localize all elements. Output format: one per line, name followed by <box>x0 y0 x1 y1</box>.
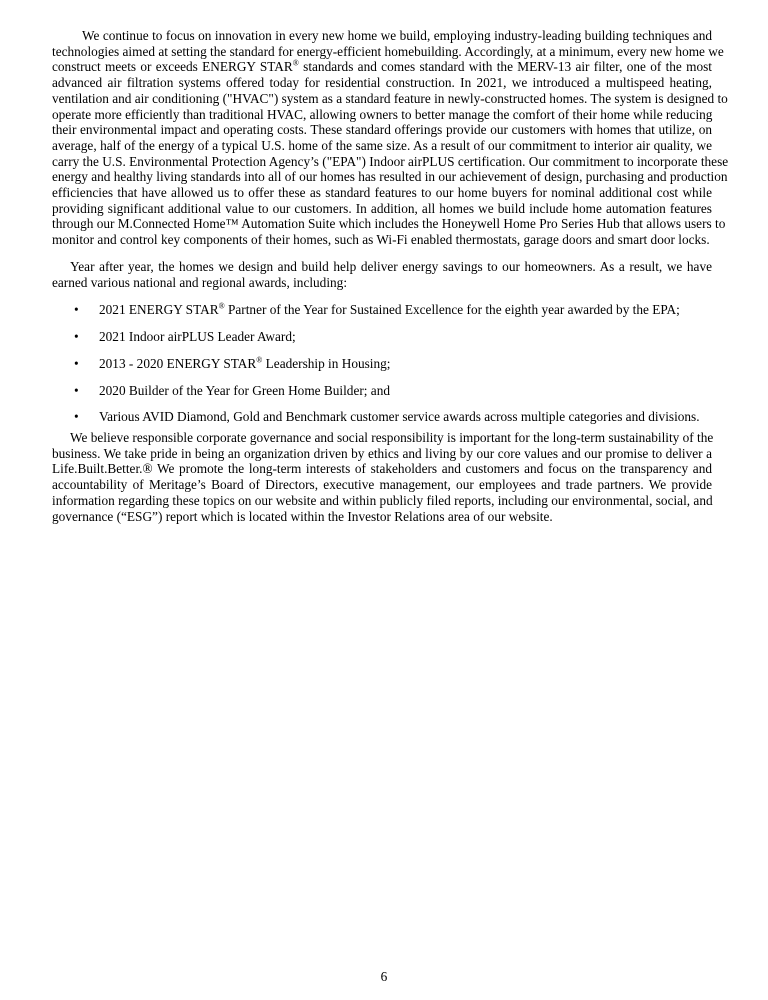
text-line: Year after year, the homes we design and build help deliver energy savings to our homeowners. As a result, we have <box>70 259 712 274</box>
text-line: Life.Built.Better.® We promote the long-term interests of stakeholders and customers and focus on the transparency and <box>52 461 712 477</box>
bullet-icon: • <box>74 302 79 317</box>
text-line: earned various national and regional awards, including: <box>52 274 348 290</box>
text-line: operate more efficiently than traditional HVAC, allowing owners to better manage the comfort of their home while reducing <box>52 106 713 122</box>
text-line: We continue to focus on innovation in every new home we build, employing industry-leading building techniques and <box>82 28 712 43</box>
bullet-icon: • <box>74 383 79 398</box>
bullet-icon: • <box>74 409 79 424</box>
text-line: technologies aimed at setting the standard for energy-efficient homebuilding. Accordingly, at a minimum, every new home we <box>52 43 724 59</box>
bullet-icon: • <box>74 356 79 371</box>
text-line: their environmental impact and operating costs. These standard offerings provide our customers with homes that utilize, on <box>52 122 712 138</box>
text-line: through our M.Connected Home™ Automation Suite which includes the Honeywell Home Pro Series Hub that allows users to <box>52 216 726 232</box>
text-line: accountability of Meritage’s Board of Directors, executive management, our employees and trade partners. We provide <box>52 477 712 493</box>
paragraph-energy-innovation <box>52 28 729 248</box>
paragraph-governance <box>52 430 712 524</box>
text-line: We believe responsible corporate governance and social responsibility is important for the long-term sustainability of the <box>70 430 714 445</box>
text-line: governance (“ESG”) report which is located within the Investor Relations area of our website. <box>52 508 553 524</box>
text-line: efficiencies that have allowed us to offer these as standard features to our home buyers for nominal additional cost while <box>52 185 712 201</box>
page-number: 6 <box>380 969 388 984</box>
text-line: average, half of the energy of a typical U.S. home of the same size. As a result of our commitment to interior air quality, we <box>52 137 712 153</box>
paragraph-awards-intro <box>52 259 712 290</box>
text-line: ventilation and air conditioning ("HVAC") system as a standard feature in newly-constructed homes. The system is designed to <box>52 90 728 106</box>
text-line: energy and healthy living standards into all of our homes has resulted in our achievement of design, purchasing and production <box>52 169 728 185</box>
bullet-icon: • <box>74 329 79 344</box>
text-line: advanced air filtration systems offered today for residential construction. In 2021, we introduced a multispeed heating, <box>52 75 712 91</box>
text-line: information regarding these topics on our website and within publicly filed reports, including our environmental, social, and <box>52 492 713 508</box>
text-line: business. We take pride in being an organization driven by ethics and living by our core values and our promise to deliver a <box>52 445 712 461</box>
text-line: monitor and control key components of their homes, such as Wi-Fi enabled thermostats, garage doors and smart door locks. <box>52 232 710 248</box>
text-line: construct meets or exceeds ENERGY STAR® standards and comes standard with the MERV-13 air filter, one of the most <box>52 58 712 75</box>
text-line: providing significant additional value to our customers. In addition, all homes we build include home automation features <box>52 200 712 216</box>
text-line: carry the U.S. Environmental Protection Agency’s ("EPA") Indoor airPLUS certification. Our commitment to incorporate these <box>52 153 729 169</box>
